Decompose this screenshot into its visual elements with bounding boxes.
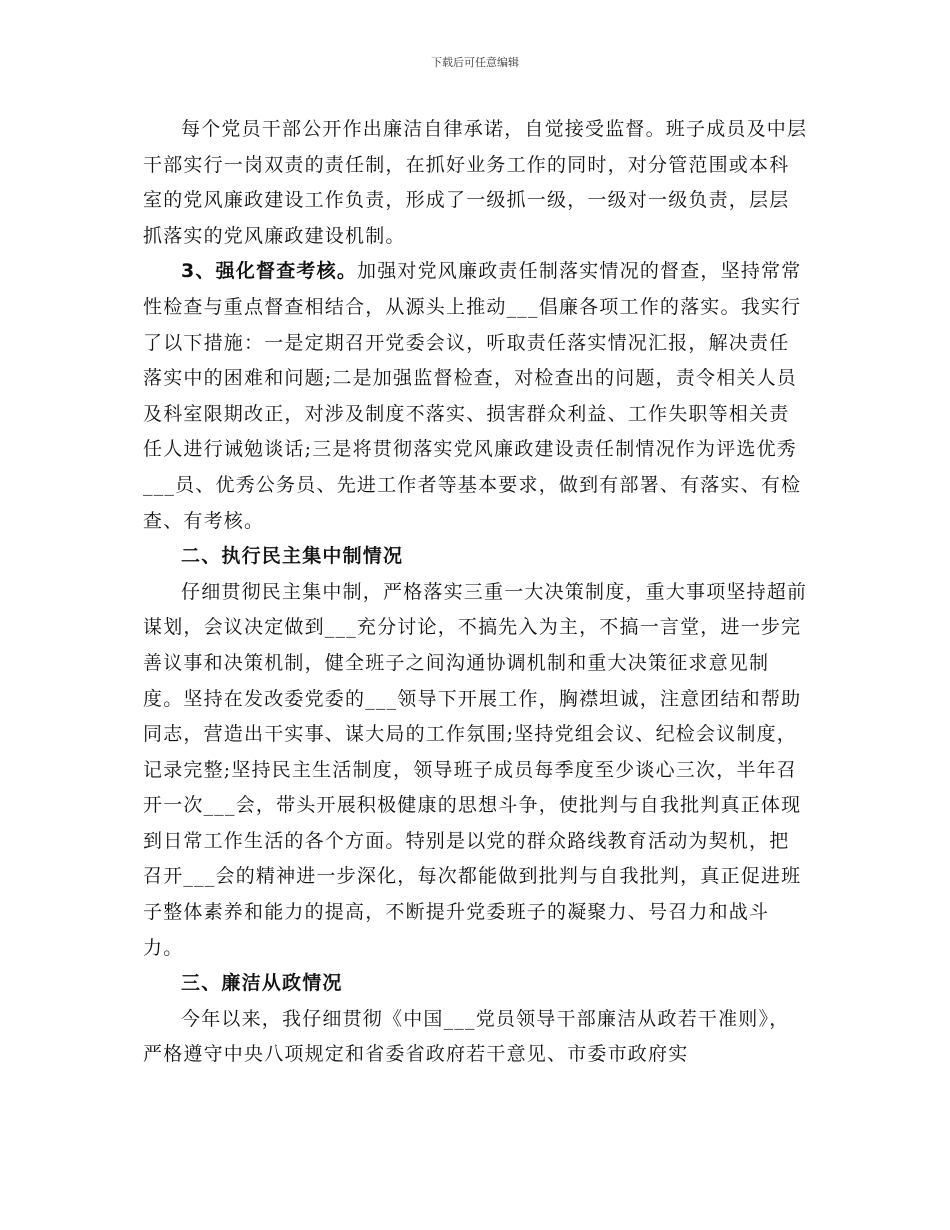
paragraph-3: 仔细贯彻民主集中制，严格落实三重一大决策制度，重大事项坚持超前谋划，会议决定做到___充分讨论，不搞先入为主，不搞一言堂，进一步完善议事和决策机制，健全班子之间沟通协调机制和重大决策征求意见制度。坚持在发改委党委的___领导下开展工作，胸襟坦诚，注意团结和帮助同志，营造出干实事、谋大局的工作氛围;坚持党组会议、纪检会议制度，记录完整;坚持民主生活制度，领导班子成员每季度至少谈心三次，半年召开一次___会，带头开展积极健康的思想斗争，使批判与自我批判真正体现到日常工作生活的各个方面。特别是以党的群众路线教育活动为契机，把召开___会的精神进一步深化，每次都能做到批判与自我批判，真正促进班子整体素养和能力的提高，不断提升党委班子的凝聚力、号召力和战斗力。 [143,580,808,959]
section-heading-3: 三、廉洁从政情况 [181,972,343,995]
paragraph-2 [143,254,808,539]
paragraph-2-text: 加强对党风廉政责任制落实情况的督查，坚持常常性检查与重点督查相结合，从源头上推动___倡廉各项工作的落实。我实行了以下措施：一是定期召开党委会议，听取责任落实情况汇报，解决责任落实中的困难和问题;二是加强监督检查，对检查出的问题，责令相关人员及科室限期改正，对涉及制度不落实、损害群众利益、工作失职等相关责任人进行诫勉谈话;三是将贯彻落实党风廉政建设责任制情况作为评选优秀___员、优秀公务员、先进工作者等基本要求，做到有部署、有落实、有检查、有考核。 [143,260,802,532]
document-body [143,112,808,1073]
paragraph-2-lead: 3、强化督查考核。 [181,260,358,283]
paragraph-4: 今年以来，我仔细贯彻《中国___党员领导干部廉洁从政若干准则》，严格遵守中央八项规定和省委省政府若干意见、市委市政府实 [143,1007,790,1066]
page-header: 下载后可任意编辑 [431,56,519,69]
paragraph-1: 每个党员干部公开作出廉洁自律承诺，自觉接受监督。班子成员及中层干部实行一岗双责的责任制，在抓好业务工作的同时，对分管范围或本科室的党风廉政建设工作负责，形成了一级抓一级，一级对一级负责，层层抓落实的党风廉政建设机制。 [143,118,808,247]
section-heading-2: 二、执行民主集中制情况 [181,545,404,568]
